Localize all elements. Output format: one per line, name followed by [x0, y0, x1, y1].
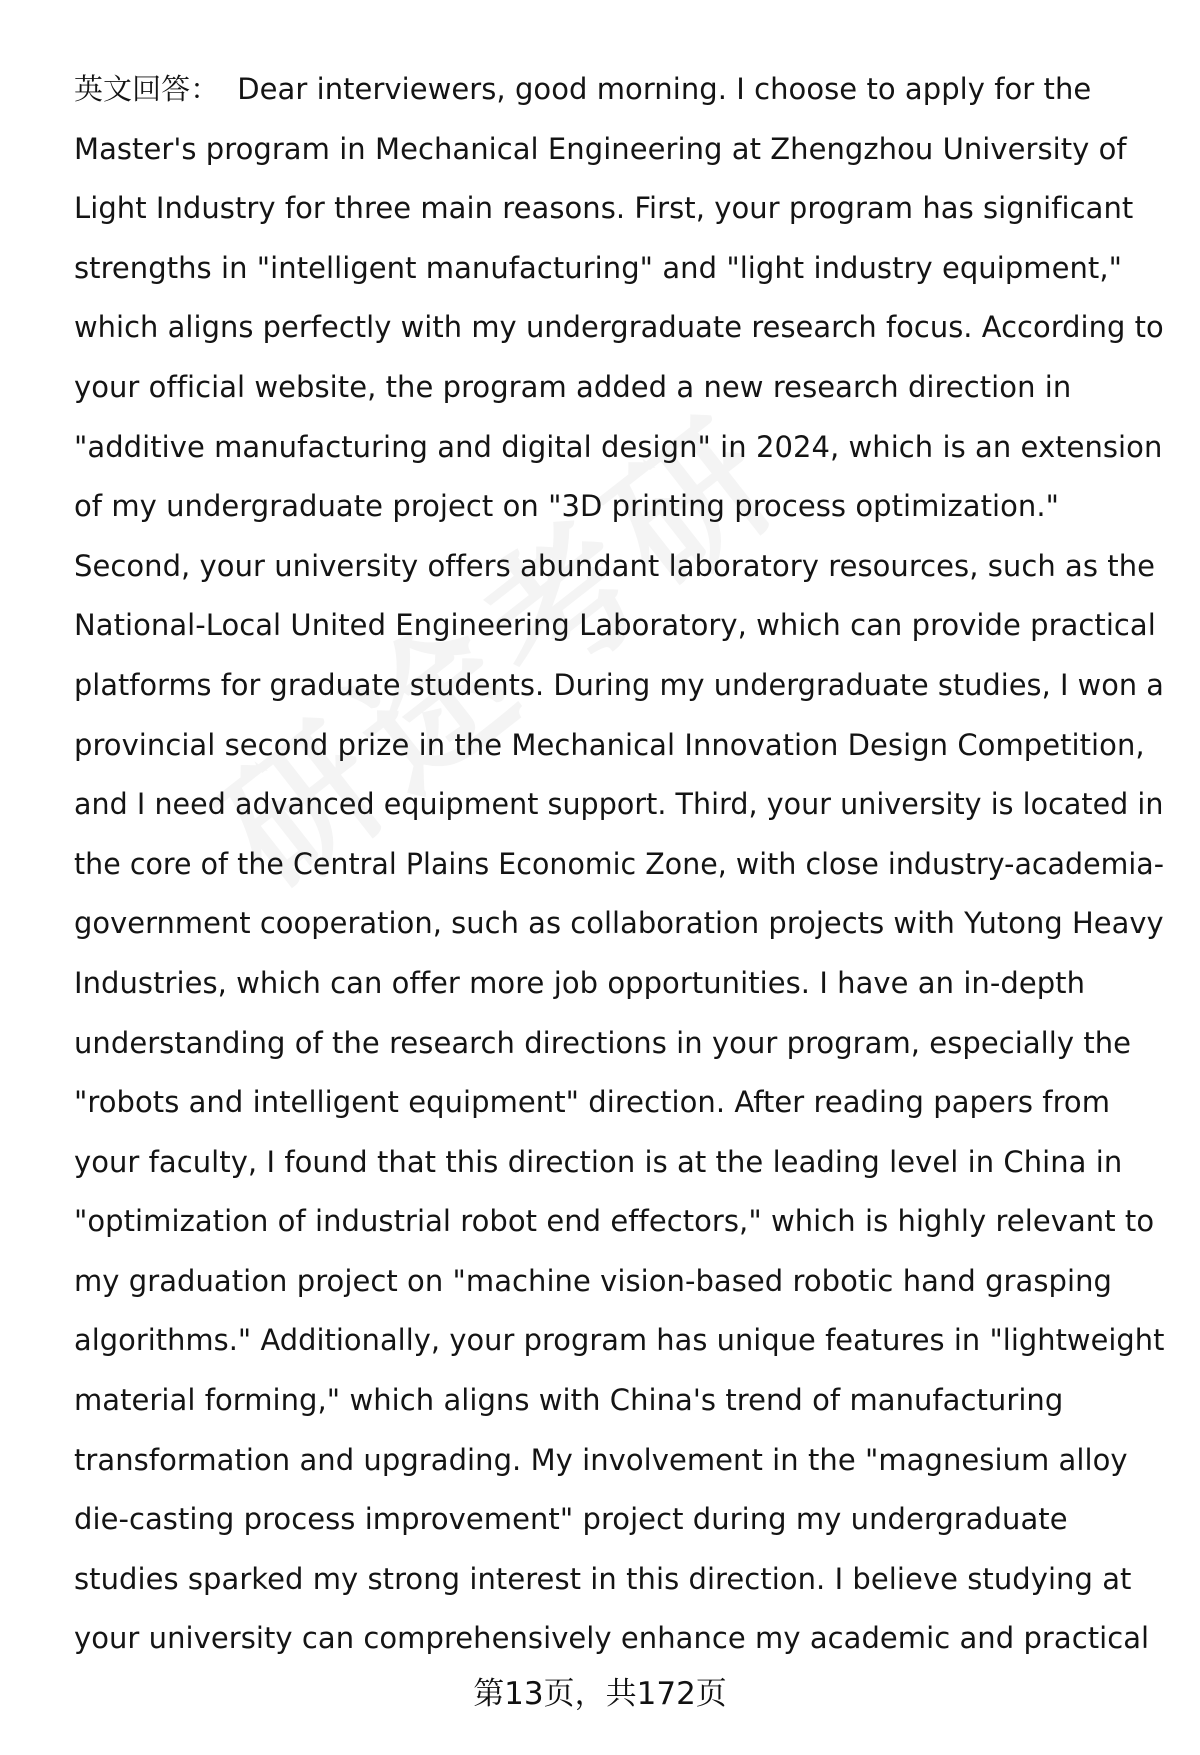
- text-line: "robots and intelligent equipment" direction. After reading papers from: [74, 1085, 1110, 1120]
- text-line: understanding of the research directions in your program, especially the: [74, 1025, 1132, 1060]
- text-line: your faculty, I found that this direction is at the leading level in China in: [74, 1144, 1123, 1179]
- text-line: government cooperation, such as collaboration projects with Yutong Heavy: [74, 906, 1164, 941]
- text-line: platforms for graduate students. During my undergraduate studies, I won a: [74, 667, 1164, 702]
- page-number-footer: 第13页，共172页: [473, 1676, 727, 1712]
- text-line: "additive manufacturing and digital design" in 2024, which is an extension: [74, 429, 1163, 464]
- text-line: Light Industry for three main reasons. First, your program has significant: [74, 191, 1134, 226]
- text-line: your university can comprehensively enhance my academic and practical: [74, 1621, 1150, 1656]
- text-line: your official website, the program added a new research direction in: [74, 369, 1072, 404]
- text-line: provincial second prize in the Mechanical Innovation Design Competition,: [74, 727, 1145, 762]
- text-line: strengths in "intelligent manufacturing" and "light industry equipment,": [74, 250, 1122, 285]
- text-line: National-Local United Engineering Laboratory, which can provide practical: [74, 608, 1156, 643]
- text-line: die-casting process improvement" project during my undergraduate: [74, 1502, 1068, 1537]
- text-line: studies sparked my strong interest in this direction. I believe studying at: [74, 1561, 1132, 1596]
- text-line: Master's program in Mechanical Engineering at Zhengzhou University of: [74, 131, 1127, 166]
- text-line: the core of the Central Plains Economic Zone, with close industry-academia-: [74, 846, 1165, 881]
- text-line: which aligns perfectly with my undergraduate research focus. According to: [74, 310, 1164, 345]
- text-line: Industries, which can offer more job opportunities. I have an in-depth: [74, 965, 1086, 1000]
- text-line: material forming," which aligns with China's trend of manufacturing: [74, 1383, 1064, 1418]
- text-line: of my undergraduate project on "3D printing process optimization.": [74, 489, 1060, 524]
- text-line: transformation and upgrading. My involvement in the "magnesium alloy: [74, 1442, 1128, 1477]
- text-line: my graduation project on "machine vision-based robotic hand grasping: [74, 1263, 1112, 1298]
- text-line: and I need advanced equipment support. Third, your university is located in: [74, 787, 1164, 822]
- text-line: Second, your university offers abundant laboratory resources, such as the: [74, 548, 1156, 583]
- answer-label: 英文回答：: [74, 72, 220, 106]
- text-line: "optimization of industrial robot end effectors," which is highly relevant to: [74, 1204, 1155, 1239]
- text-line: 英文回答： Dear interviewers, good morning. I choose to apply for the: [74, 72, 1092, 106]
- answer-paragraph: [74, 60, 1164, 1669]
- text-line: algorithms." Additionally, your program has unique features in "lightweight: [74, 1323, 1165, 1358]
